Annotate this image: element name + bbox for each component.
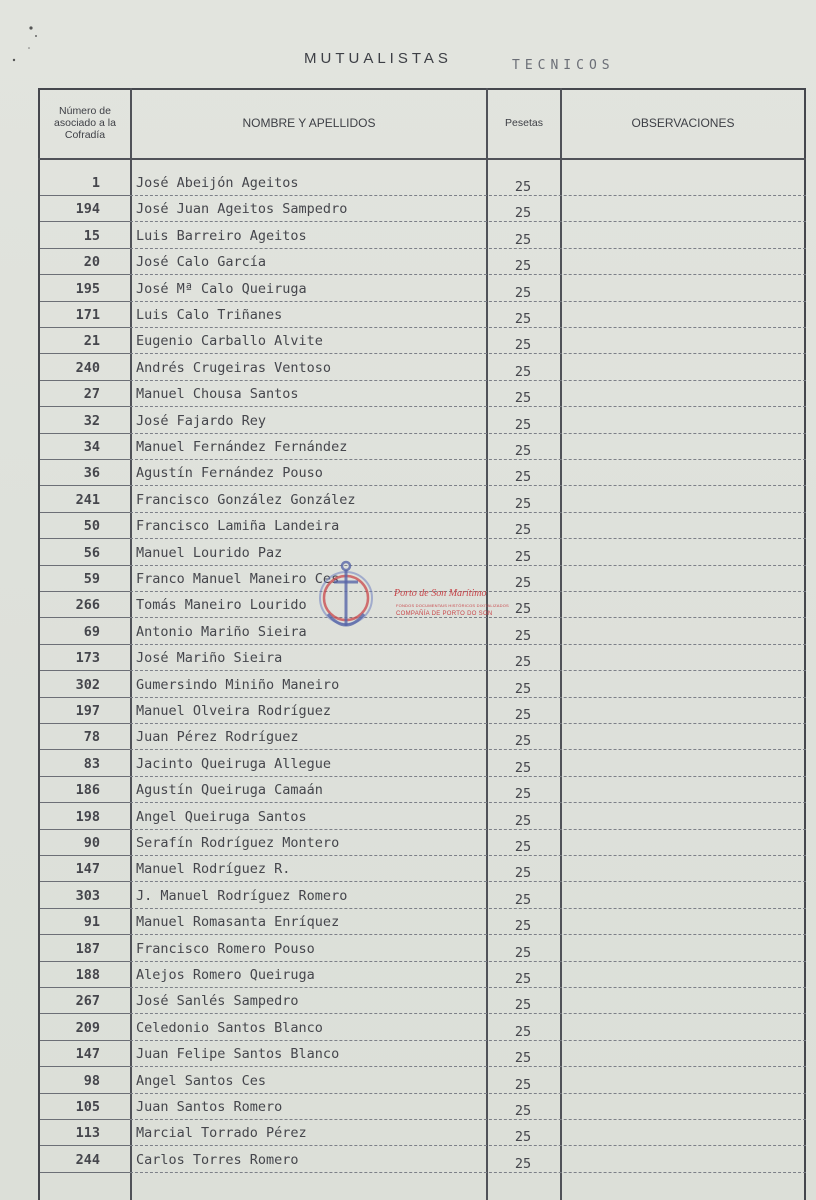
pesetas-amount: 25 — [514, 548, 532, 565]
member-number: 244 — [75, 1151, 100, 1168]
table-row — [0, 460, 816, 486]
table-row — [0, 1015, 816, 1041]
header-separator — [38, 158, 806, 160]
table-row — [0, 672, 816, 698]
member-number: 147 — [75, 861, 100, 878]
table-row — [0, 381, 816, 407]
pesetas-amount: 25 — [514, 1129, 532, 1146]
table-row — [0, 645, 816, 671]
member-number: 113 — [75, 1125, 100, 1142]
pesetas-amount: 25 — [514, 812, 532, 829]
watermark-subtitle: FONDOS DOCUMENTAIS HISTÓRICOS DIXITALIZADOS — [396, 603, 509, 608]
pesetas-amount: 25 — [514, 944, 532, 961]
title-printed: MUTUALISTAS — [304, 50, 452, 67]
table-row — [0, 1068, 816, 1094]
member-number: 50 — [83, 518, 100, 535]
anchor-icon — [316, 556, 396, 640]
pesetas-amount: 25 — [514, 733, 532, 750]
member-name: Serafín Rodríguez Montero — [136, 835, 340, 851]
member-number: 34 — [83, 439, 100, 455]
member-name: Juan Santos Romero — [136, 1099, 283, 1115]
table-row — [0, 936, 816, 962]
table-row — [0, 909, 816, 935]
table-row — [0, 170, 816, 196]
table-row — [0, 513, 816, 539]
pesetas-amount: 25 — [514, 575, 532, 591]
table-row — [0, 1147, 816, 1173]
pesetas-amount: 25 — [514, 231, 532, 248]
member-number: 303 — [75, 887, 100, 904]
pesetas-amount: 25 — [514, 891, 532, 908]
member-number: 27 — [83, 386, 100, 403]
member-number: 83 — [83, 755, 100, 772]
member-number: 194 — [75, 201, 100, 218]
member-number: 90 — [83, 835, 100, 851]
member-name: Juan Pérez Rodríguez — [136, 729, 299, 746]
table-row — [0, 962, 816, 988]
table-row — [0, 328, 816, 354]
member-name: Juan Felipe Santos Blanco — [136, 1046, 340, 1063]
member-number: 197 — [75, 703, 100, 719]
pesetas-amount: 25 — [514, 680, 532, 697]
table-row — [0, 1041, 816, 1067]
member-number: 267 — [75, 993, 100, 1010]
member-name: Agustín Fernández Pouso — [136, 465, 323, 482]
pesetas-amount: 25 — [514, 786, 532, 803]
row-rule-left — [40, 1172, 130, 1173]
table-row — [0, 1120, 816, 1146]
member-name: Celedonio Santos Blanco — [136, 1019, 323, 1036]
member-name: Agustín Queiruga Camaán — [136, 782, 323, 799]
pesetas-amount: 25 — [514, 918, 532, 935]
table-row — [0, 223, 816, 249]
member-name: José Mariño Sieira — [136, 650, 283, 667]
member-number: 105 — [75, 1099, 100, 1115]
member-number: 59 — [83, 571, 100, 587]
member-name: Carlos Torres Romero — [136, 1151, 299, 1168]
member-name: Manuel Chousa Santos — [136, 386, 299, 403]
pesetas-amount: 25 — [514, 179, 532, 195]
member-number: 98 — [83, 1072, 100, 1089]
table-row — [0, 856, 816, 882]
member-name: Marcial Torrado Pérez — [136, 1125, 307, 1142]
member-number: 186 — [75, 782, 100, 799]
member-name: José Sanlés Sampedro — [136, 993, 299, 1010]
member-name: Luis Barreiro Ageitos — [136, 227, 307, 244]
pesetas-amount: 25 — [514, 311, 532, 327]
title-typed: TECNICOS — [512, 58, 615, 73]
watermark-name: Porto de Son Marítimo — [394, 588, 487, 599]
pesetas-amount: 25 — [514, 443, 532, 459]
pesetas-amount: 25 — [514, 363, 532, 380]
member-number: 32 — [83, 412, 100, 429]
pesetas-amount: 25 — [514, 865, 532, 882]
member-name: Manuel Rodríguez R. — [136, 861, 291, 878]
member-name: Franco Manuel Maneiro Ces — [136, 571, 340, 587]
member-name: Angel Santos Ces — [136, 1072, 267, 1089]
table-row — [0, 276, 816, 302]
member-name: Manuel Romasanta Enríquez — [136, 914, 340, 931]
member-name: Gumersindo Miniño Maneiro — [136, 676, 340, 693]
member-number: 15 — [83, 227, 100, 244]
pesetas-amount: 25 — [514, 495, 532, 512]
member-number: 209 — [75, 1019, 100, 1036]
member-number: 173 — [75, 650, 100, 667]
pesetas-amount: 25 — [514, 971, 532, 987]
pesetas-amount: 25 — [514, 997, 532, 1014]
table-row — [0, 249, 816, 275]
table-row — [0, 724, 816, 750]
member-number: 36 — [83, 465, 100, 482]
pesetas-amount: 25 — [514, 469, 532, 486]
member-number: 1 — [91, 175, 100, 191]
member-name: Luis Calo Triñanes — [136, 307, 283, 323]
watermark-company: COMPAÑÍA DE PORTO DO SON — [396, 611, 493, 617]
member-number: 147 — [75, 1046, 100, 1063]
member-number: 21 — [83, 333, 100, 350]
table-row — [0, 1094, 816, 1120]
pesetas-amount: 25 — [514, 1155, 532, 1172]
pesetas-amount: 25 — [514, 390, 532, 407]
member-name: Eugenio Carballo Alvite — [136, 333, 323, 350]
member-name: José Fajardo Rey — [136, 412, 267, 429]
pesetas-amount: 25 — [514, 654, 532, 671]
member-name: Francisco Lamiña Landeira — [136, 518, 340, 535]
page-title — [0, 48, 816, 78]
member-number: 91 — [83, 914, 100, 931]
table-row — [0, 751, 816, 777]
watermark-stamp — [316, 556, 516, 640]
table-row — [0, 196, 816, 222]
member-number: 198 — [75, 808, 100, 825]
header-pesetas: Pesetas — [505, 117, 543, 129]
pesetas-amount: 25 — [514, 258, 532, 275]
pesetas-amount: 25 — [514, 1050, 532, 1067]
table-row — [0, 883, 816, 909]
member-name: José Mª Calo Queiruga — [136, 280, 307, 297]
member-name: José Abeijón Ageitos — [136, 175, 299, 191]
table-row — [0, 777, 816, 803]
pesetas-amount: 25 — [514, 601, 532, 618]
pesetas-amount: 25 — [514, 205, 532, 222]
member-number: 302 — [75, 676, 100, 693]
pesetas-amount: 25 — [514, 1076, 532, 1093]
pesetas-amount: 25 — [514, 522, 532, 539]
member-name: Francisco González González — [136, 491, 356, 508]
member-name: J. Manuel Rodríguez Romero — [136, 887, 348, 904]
member-number: 195 — [75, 280, 100, 297]
header-member-number: Número de asociado a la Cofradía — [54, 105, 116, 141]
table-row — [0, 804, 816, 830]
table-row — [0, 830, 816, 856]
table-row — [0, 355, 816, 381]
member-number: 78 — [83, 729, 100, 746]
member-number: 69 — [83, 623, 100, 640]
table-row — [0, 434, 816, 460]
member-name: Jacinto Queiruga Allegue — [136, 755, 332, 772]
member-number: 188 — [75, 967, 100, 983]
member-name: Antonio Mariño Sieira — [136, 623, 307, 640]
member-number: 241 — [75, 491, 100, 508]
header-observations: OBSERVACIONES — [631, 116, 735, 130]
table-row — [0, 408, 816, 434]
table-row — [0, 698, 816, 724]
member-name: Alejos Romero Queiruga — [136, 967, 315, 983]
table-row — [0, 988, 816, 1014]
member-number: 56 — [83, 544, 100, 561]
table-row — [0, 302, 816, 328]
member-number: 240 — [75, 359, 100, 376]
member-name: Angel Queiruga Santos — [136, 808, 307, 825]
member-name: Manuel Olveira Rodríguez — [136, 703, 332, 719]
header-name: NOMBRE Y APELLIDOS — [242, 116, 376, 130]
pesetas-amount: 25 — [514, 707, 532, 723]
member-name: Francisco Romero Pouso — [136, 940, 315, 957]
member-name: Andrés Crugeiras Ventoso — [136, 359, 332, 376]
pesetas-amount: 25 — [514, 284, 532, 301]
member-name: Tomás Maneiro Lourido — [136, 597, 307, 614]
member-number: 266 — [75, 597, 100, 614]
pesetas-amount: 25 — [514, 1023, 532, 1040]
pesetas-amount: 25 — [514, 759, 532, 776]
member-number: 187 — [75, 940, 100, 957]
pesetas-amount: 25 — [514, 416, 532, 433]
member-name: José Juan Ageitos Sampedro — [136, 201, 348, 218]
pesetas-amount: 25 — [514, 627, 532, 644]
member-name: José Calo García — [136, 254, 267, 271]
pesetas-amount: 25 — [514, 1103, 532, 1119]
row-rule — [130, 1172, 806, 1173]
pesetas-amount: 25 — [514, 839, 532, 855]
member-name: Manuel Lourido Paz — [136, 544, 283, 561]
member-number: 20 — [83, 254, 100, 271]
member-name: Manuel Fernández Fernández — [136, 439, 348, 455]
pesetas-amount: 25 — [514, 337, 532, 354]
member-number: 171 — [75, 307, 100, 323]
table-row — [0, 487, 816, 513]
